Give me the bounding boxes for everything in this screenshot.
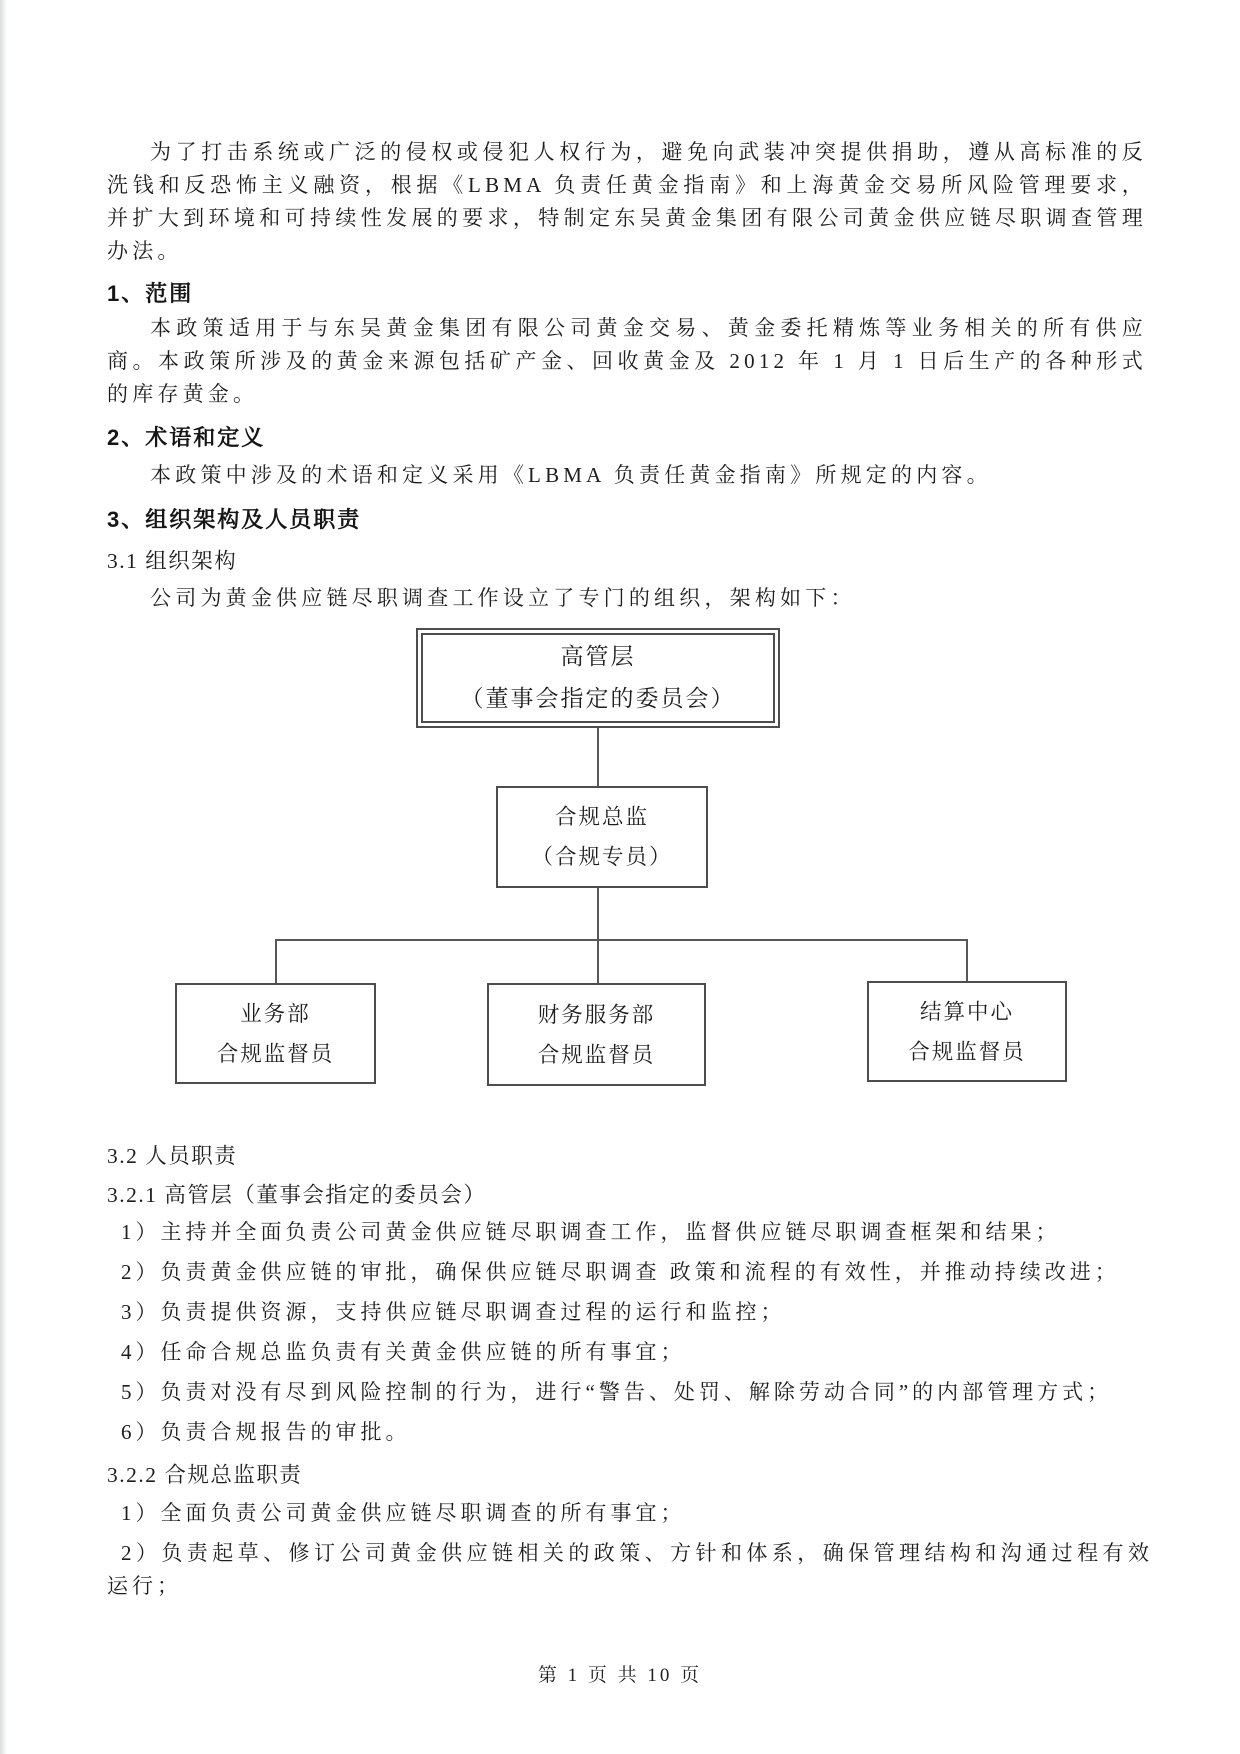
duty-item-2: 2）负责黄金供应链的审批，确保供应链尽职调查 政策和流程的有效性，并推动持续改进； (121, 1260, 1120, 1284)
org-chart-top-box-subtitle: （董事会指定的委员会） (460, 686, 736, 711)
duty-list-senior-management (107, 1216, 1153, 1456)
section-3-heading: 3、组织架构及人员职责 (107, 507, 362, 532)
duty-item-5: 5）负责对没有尽到风险控制的行为，进行“警告、处罚、解除劳动合同”的内部管理方式； (121, 1380, 1113, 1404)
section-3-1-body: 公司为黄金供应链尽职调查工作设立了专门的组织，架构如下： (150, 586, 856, 610)
bottom-box-finance-subtitle: 合规监督员 (537, 1042, 656, 1067)
duty-item-3: 3）负责提供资源，支持供应链尽职调查过程的运行和监控； (121, 1300, 786, 1324)
duty-item-1: 1）主持并全面负责公司黄金供应链尽职调查工作，监督供应链尽职调查框架和结果； (121, 1220, 1061, 1244)
org-chart-mid-box (496, 786, 708, 888)
connector-drop-business (275, 939, 277, 983)
bottom-box-business-subtitle: 合规监督员 (216, 1041, 335, 1066)
intro-paragraph: 为了打击系统或广泛的侵权或侵犯人权行为，避免向武装冲突提供捐助，遵从高标准的反洗钱和反恐怖主义融资，根据《LBMA 负责任黄金指南》和上海黄金交易所风险管理要求，并扩大到环境和可持续性发展的要求，特制定东吴黄金集团有限公司黄金供应链尽职调查管理办法。 (107, 140, 1147, 263)
section-3-2-2-heading: 3.2.2 合规总监职责 (107, 1463, 303, 1487)
page-footer: 第 1 页 共 10 页 (537, 1665, 703, 1686)
section-3-2-heading: 3.2 人员职责 (107, 1144, 238, 1168)
duty-item-1: 1）全面负责公司黄金供应链尽职调查的所有事宜； (121, 1501, 686, 1525)
connector-horizontal-rail (275, 939, 968, 941)
duty-item-2: 2）负责起草、修订公司黄金供应链相关的政策、方针和体系，确保管理结构和沟通过程有效运行； (107, 1541, 1153, 1598)
section-2-heading: 2、术语和定义 (107, 425, 266, 450)
connector-drop-settlement (966, 939, 968, 983)
org-chart-bottom-box-settlement (867, 981, 1067, 1082)
duty-item-4: 4）任命合规总监负责有关黄金供应链的所有事宜； (121, 1340, 686, 1364)
section-1-body: 本政策适用于与东吴黄金集团有限公司黄金交易、黄金委托精炼等业务相关的所有供应商。本政策所涉及的黄金来源包括矿产金、回收黄金及 2012 年 1 月 1 日后生产的各种形式的库存黄金。 (107, 316, 1147, 406)
duty-list-compliance-director (107, 1497, 1153, 1610)
scan-edge-artifact (0, 0, 7, 1754)
connector-drop-finance (597, 939, 599, 983)
connector-top-to-mid (597, 728, 599, 786)
section-1-heading: 1、范围 (107, 281, 194, 306)
org-chart-bottom-box-business (175, 983, 376, 1084)
org-chart-mid-box-title: 合规总监 (554, 805, 649, 829)
bottom-box-settlement-title: 结算中心 (919, 999, 1014, 1024)
bottom-box-settlement-subtitle: 合规监督员 (908, 1039, 1026, 1064)
bottom-box-business-title: 业务部 (240, 1001, 311, 1026)
org-chart-bottom-box-finance (487, 983, 706, 1086)
org-chart-top-box (416, 628, 780, 728)
section-3-2-1-heading: 3.2.1 高管层（董事会指定的委员会） (107, 1183, 487, 1207)
section-2-body: 本政策中涉及的术语和定义采用《LBMA 负责任黄金指南》所规定的内容。 (150, 463, 992, 487)
connector-mid-to-rail (597, 888, 599, 939)
org-chart-top-box-title: 高管层 (560, 644, 636, 669)
org-chart-mid-box-subtitle: （合规专员） (531, 845, 673, 869)
section-3-1-heading: 3.1 组织架构 (107, 549, 238, 573)
bottom-box-finance-title: 财务服务部 (537, 1002, 656, 1027)
duty-item-6: 6）负责合规报告的审批。 (121, 1420, 411, 1444)
